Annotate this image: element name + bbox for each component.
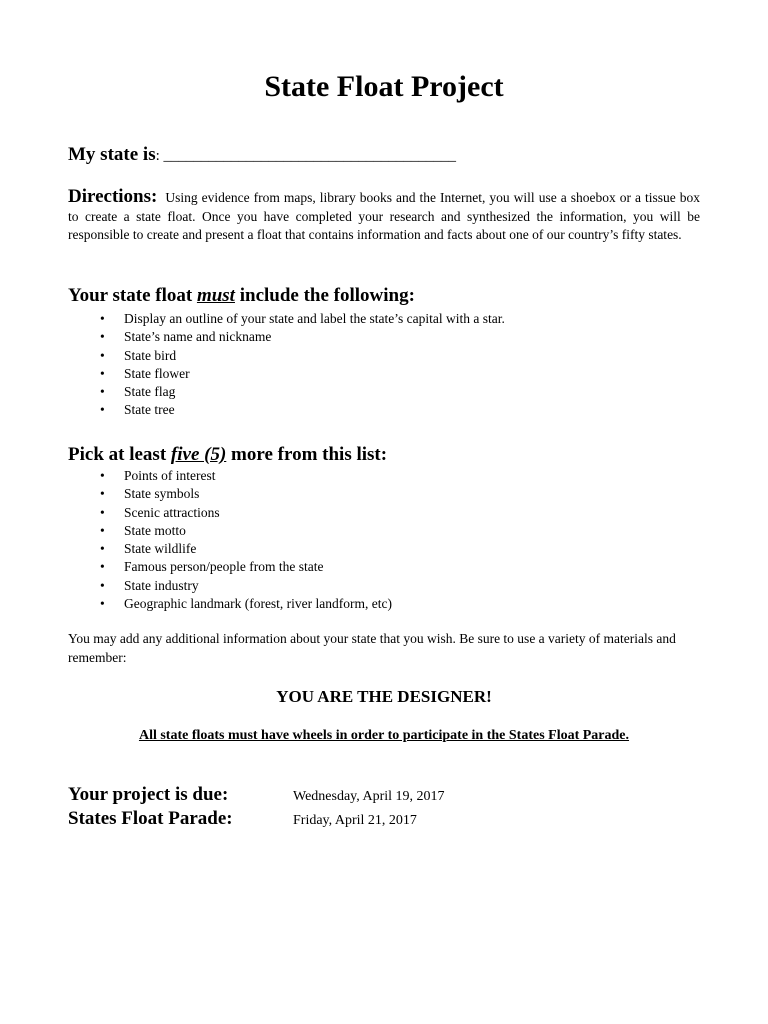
optional-heading-emph: five (5) [170, 444, 227, 465]
directions-paragraph [68, 188, 700, 245]
parade-date-label: States Float Parade: [68, 808, 233, 829]
list-item: • State motto [96, 522, 392, 540]
designer-line: YOU ARE THE DESIGNER! [276, 687, 492, 706]
optional-list [96, 467, 392, 613]
list-item: • State industry [96, 577, 392, 595]
list-item: • State’s name and nickname [96, 328, 505, 346]
wheels-note: All state floats must have wheels in order to participate in the States Float Parade. [138, 728, 630, 743]
list-item: • State tree [96, 401, 505, 419]
due-date-label: Your project is due: [68, 784, 229, 805]
my-state-blank: _______________________________________ [159, 148, 457, 164]
directions-text: Using evidence from maps, library books and the Internet, you will use a shoebox or a tissue box to create a state float. Once you have completed your research and synthesized the information, you will be responsible to create and present a float that contains information and facts about one of our country’s fifty states. [68, 190, 700, 242]
due-date-row [68, 784, 445, 806]
list-item: • State wildlife [96, 540, 392, 558]
due-date-value: Wednesday, April 19, 2017 [293, 789, 445, 804]
list-item: • State flag [96, 383, 505, 401]
list-item: • Display an outline of your state and label the state’s capital with a star. [96, 310, 505, 328]
additional-note: You may add any additional information about your state that you wish. Be sure to use a variety of materials and remember: [68, 631, 676, 665]
my-state-line [68, 144, 456, 166]
list-item: • State symbols [96, 485, 392, 503]
required-heading-pre: Your state float [68, 285, 197, 306]
page-title: State Float Project [264, 70, 504, 103]
list-item: • Famous person/people from the state [96, 558, 392, 576]
parade-date-value: Friday, April 21, 2017 [293, 813, 417, 828]
list-item: • State bird [96, 347, 505, 365]
optional-heading [68, 444, 387, 466]
optional-heading-pre: Pick at least [68, 444, 171, 465]
directions-label: Directions: [68, 186, 158, 207]
list-item: • Scenic attractions [96, 504, 392, 522]
required-heading-emph: must [196, 285, 235, 306]
optional-heading-post: more from this list: [226, 444, 388, 465]
parade-date-row [68, 808, 417, 830]
list-item: • Points of interest [96, 467, 392, 485]
my-state-label: My state is [68, 144, 156, 165]
my-state-colon: : [155, 148, 160, 164]
required-heading [68, 285, 415, 307]
list-item: • State flower [96, 365, 505, 383]
list-item: • Geographic landmark (forest, river landform, etc) [96, 595, 392, 613]
required-heading-post: include the following: [234, 285, 415, 306]
required-list [96, 310, 505, 420]
